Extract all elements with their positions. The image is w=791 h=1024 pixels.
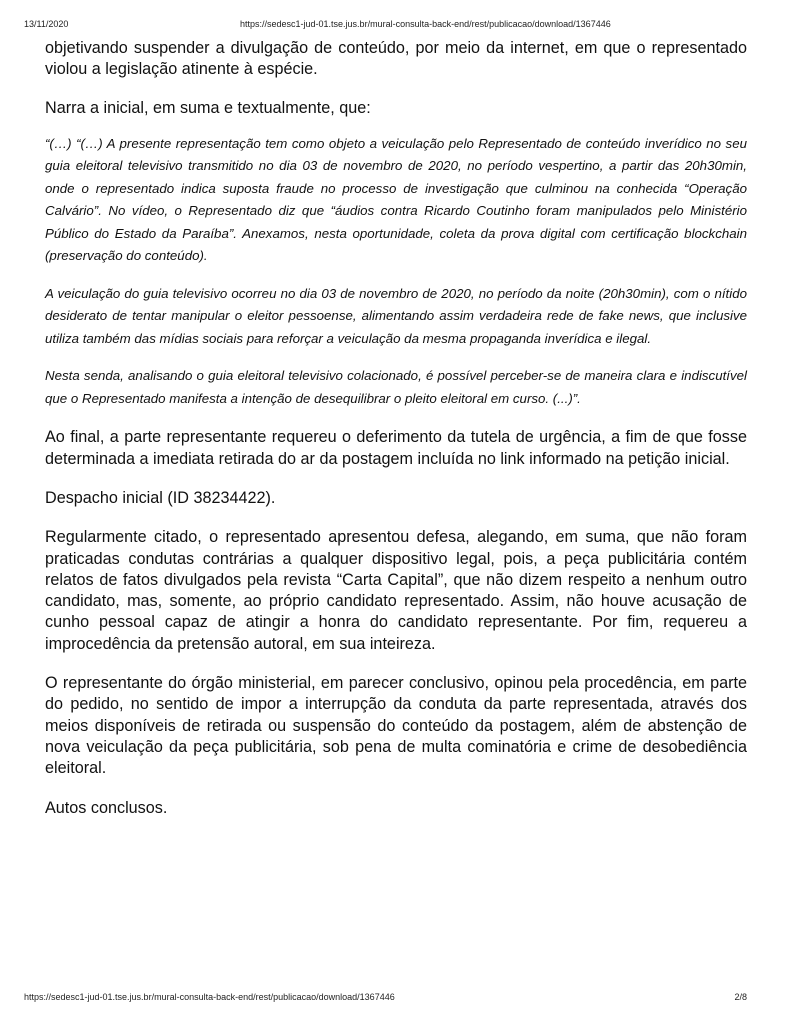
document-body [45, 38, 747, 819]
paragraph-defense: Regularmente citado, o representado apresentou defesa, alegando, em suma, que não foram praticadas condutas contrárias a qualquer dispositivo legal, pois, a peça publicitária contém relatos de fatos divulgados pela revista “Carta Capital”, que não dizem respeito a nenhum outro candidato, mas, somente, ao próprio candidato representado. Assim, não houve acusação de cunho pessoal capaz de atingir a honra do candidato representante. Por fim, requereu a improcedência da pretensão autoral, em sua inteireza. [45, 528, 747, 653]
quote-paragraph-conclusion: Nesta senda, analisando o guia eleitoral televisivo colacionado, é possível perceber-se de maneira clara e indiscutível que o Representado manifesta a intenção de desequilibrar o pleito eleitoral em curso. (...)”. [45, 368, 747, 406]
paragraph-request: Ao final, a parte representante requereu o deferimento da tutela de urgência, a fim de que fosse determinada a imediata retirada do ar da postagem incluída no link informado na petição inicial. [45, 428, 747, 468]
print-url: https://sedesc1-jud-01.tse.jus.br/mural-consulta-back-end/rest/publicacao/download/1367446 [240, 19, 611, 29]
page-number: 2/8 [734, 992, 747, 1002]
paragraph-narrative-intro: Narra a inicial, em suma e textualmente, que: [45, 98, 371, 117]
quote-paragraph-object: “(…) “(…) A presente representação tem como objeto a veiculação pelo Representado de conteúdo inverídico no seu guia eleitoral televisivo transmitido no dia 03 de novembro de 2020, no período vespertino, a partir das 20h30min, onde o representado indica suposta fraude no processo de investigação que culminou na conhecida “Operação Calvário”. No vídeo, o Representado diz que “áudios contra Ricardo Coutinho foram manipulados pelo Ministério Público do Estado da Paraíba”. Anexamos, nesta oportunidade, coleta da prova digital com certificação blockchain (preservação do conteúdo). [45, 135, 747, 264]
paragraph-conclusion: Autos conclusos. [45, 798, 168, 817]
paragraph-suspension: objetivando suspender a divulgação de conteúdo, por meio da internet, em que o representado violou a legislação atinente à espécie. [45, 39, 747, 79]
paragraph-initial-order: Despacho inicial (ID 38234422). [45, 488, 276, 507]
paragraph-ministerial-opinion: O representante do órgão ministerial, em parecer conclusivo, opinou pela procedência, em parte do pedido, no sentido de impor a interrupção da conduta da parte representada, através dos meios disponíveis de retirada ou suspensão do conteúdo da postagem, além de abstenção de nova veiculação da peça publicitária, sob pena de multa cominatória e crime de desobediência eleitoral. [45, 674, 747, 778]
footer-url: https://sedesc1-jud-01.tse.jus.br/mural-consulta-back-end/rest/publicacao/download/1367446 [24, 992, 395, 1002]
print-date: 13/11/2020 [24, 19, 69, 29]
quote-paragraph-broadcast: A veiculação do guia televisivo ocorreu no dia 03 de novembro de 2020, no período da noite (20h30min), com o nítido desiderato de tentar manipular o eleitor pessoense, alimentando assim verdadeira rede de fake news, que inclusive utiliza também das mídias sociais para reforçar a veiculação da mesma propaganda inverídica e ilegal. [45, 285, 747, 346]
